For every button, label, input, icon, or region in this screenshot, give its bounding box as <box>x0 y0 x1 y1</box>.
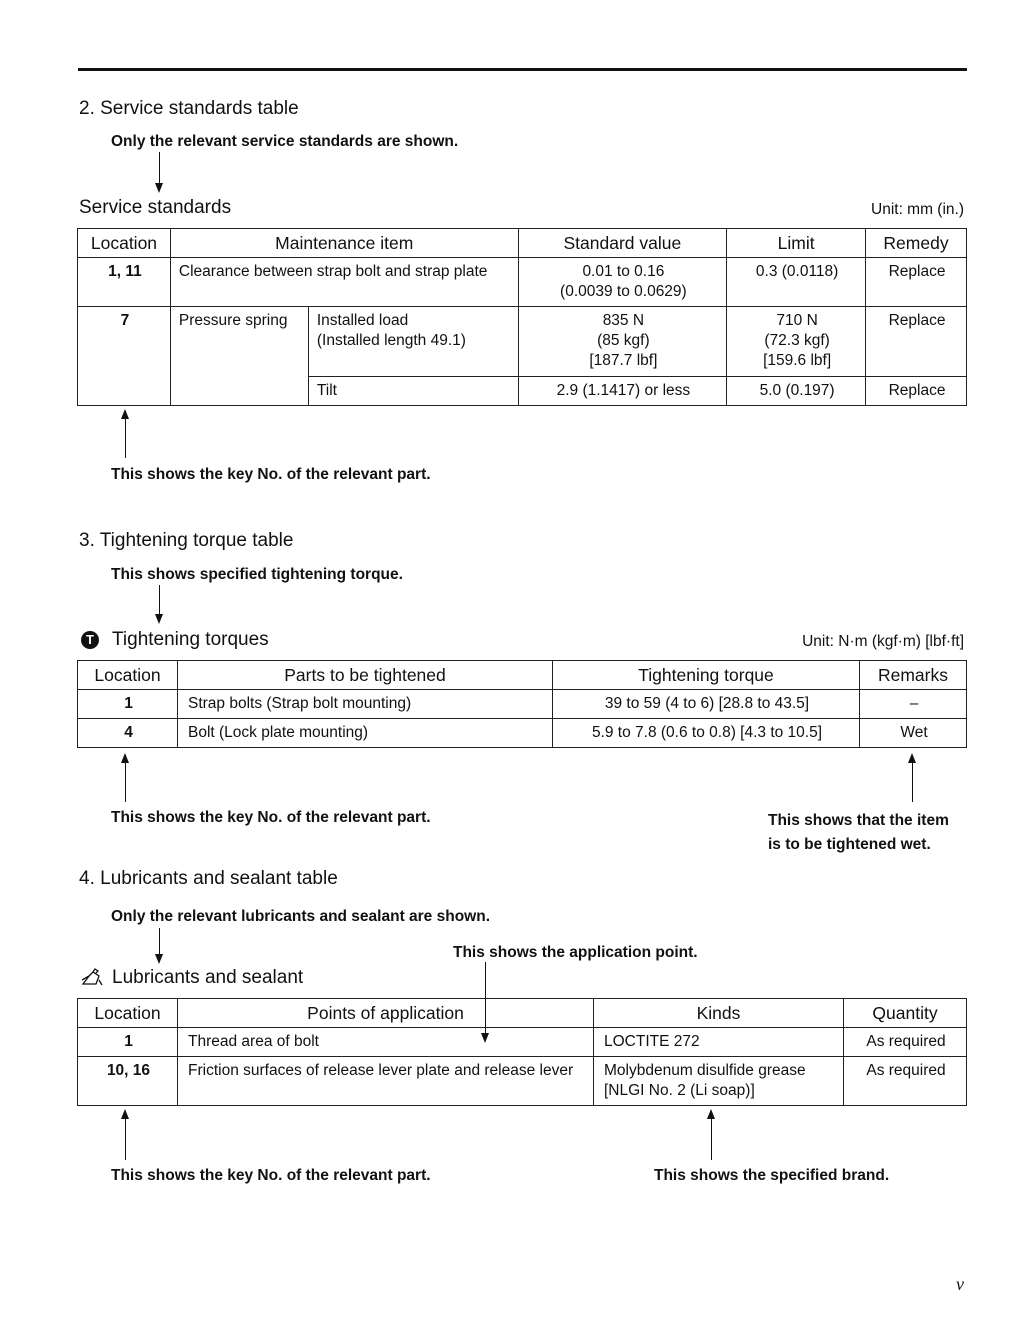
cell-location: 4 <box>78 719 178 748</box>
section-3-heading: 3. Tightening torque table <box>79 530 294 551</box>
cell-location: 7 <box>78 307 171 406</box>
col-header-location: Location <box>78 999 178 1028</box>
cell-limit <box>727 307 866 377</box>
subitem-line: Installed load <box>316 312 409 329</box>
section-2-heading: 2. Service standards table <box>79 98 299 119</box>
cell-subitem: Tilt <box>308 377 518 406</box>
lubricants-sealant-table <box>77 998 967 1106</box>
s4-note-top: Only the relevant lubricants and sealant are shown. <box>111 908 491 925</box>
col-header-remedy: Remedy <box>866 229 967 258</box>
s3-note-right-line: is to be tightened wet. <box>768 836 931 853</box>
kind-line: Molybdenum disulfide grease <box>604 1062 806 1079</box>
cell-remarks: Wet <box>860 719 967 748</box>
s3-note-left: This shows the key No. of the relevant part. <box>111 809 431 826</box>
s4-note-application: This shows the application point. <box>453 944 698 961</box>
cell-limit: 0.3 (0.0118) <box>727 258 866 307</box>
table-row <box>78 1028 967 1057</box>
s2-arrow-up-line <box>125 418 126 458</box>
cell-remedy: Replace <box>866 307 967 377</box>
cell-point: Thread area of bolt <box>178 1028 594 1057</box>
cell-point: Friction surfaces of release lever plate and release lever <box>178 1057 594 1106</box>
cell-part: Strap bolts (Strap bolt mounting) <box>178 690 553 719</box>
cell-standard: 2.9 (1.1417) or less <box>518 377 727 406</box>
s2-note-top: Only the relevant service standards are shown. <box>111 133 459 150</box>
s2-arrow-down-head <box>155 183 163 193</box>
table-row <box>78 1057 967 1106</box>
service-standards-table <box>77 228 967 406</box>
cell-quantity: As required <box>844 1057 967 1106</box>
cell-item: Pressure spring <box>170 307 308 406</box>
section-4-heading: 4. Lubricants and sealant table <box>79 868 338 889</box>
torque-t-icon <box>81 631 99 649</box>
cell-remedy: Replace <box>866 377 967 406</box>
col-header-parts: Parts to be tightened <box>178 661 553 690</box>
cell-remarks: – <box>860 690 967 719</box>
s3-arrow-down-head <box>155 614 163 624</box>
s4-arrow-up-line-left <box>125 1118 126 1160</box>
col-header-kinds: Kinds <box>594 999 844 1028</box>
cell-kind <box>594 1057 844 1106</box>
s2-table-title: Service standards <box>79 197 232 218</box>
col-header-torque: Tightening torque <box>553 661 860 690</box>
s4-note-right: This shows the specified brand. <box>654 1167 890 1184</box>
limit-line: (72.3 kgf) <box>764 332 830 349</box>
cell-location: 10, 16 <box>78 1057 178 1106</box>
col-header-quantity: Quantity <box>844 999 967 1028</box>
s3-arrow-up-line-left <box>125 762 126 802</box>
limit-line: [159.6 lbf] <box>763 352 832 369</box>
subitem-line: (Installed length 49.1) <box>316 332 466 349</box>
cell-location: 1 <box>78 1028 178 1057</box>
cell-item: Clearance between strap bolt and strap plate <box>170 258 518 307</box>
cell-torque: 39 to 59 (4 to 6) [28.8 to 43.5] <box>553 690 860 719</box>
cell-location: 1 <box>78 690 178 719</box>
tightening-torque-table <box>77 660 967 748</box>
cell-subitem <box>308 307 518 377</box>
page-number: v <box>956 1274 964 1294</box>
table-row <box>78 258 967 307</box>
limit-line: 710 N <box>776 312 818 329</box>
col-header-maintenance-item: Maintenance item <box>170 229 518 258</box>
s4-note-left: This shows the key No. of the relevant part. <box>111 1167 431 1184</box>
col-header-limit: Limit <box>727 229 866 258</box>
s4-arrow-down-line <box>159 928 160 956</box>
standard-line: (85 kgf) <box>597 332 650 349</box>
table-row <box>78 307 967 377</box>
col-header-location: Location <box>78 229 171 258</box>
standard-line: [187.7 lbf] <box>589 352 658 369</box>
cell-limit: 5.0 (0.197) <box>727 377 866 406</box>
s4-arrow-down-head <box>155 954 163 964</box>
table-row <box>78 719 967 748</box>
s3-arrow-down-line <box>159 585 160 617</box>
table-row <box>78 690 967 719</box>
col-header-points: Points of application <box>178 999 594 1028</box>
cell-torque: 5.9 to 7.8 (0.6 to 0.8) [4.3 to 10.5] <box>553 719 860 748</box>
standard-line: (0.0039 to 0.0629) <box>560 283 687 300</box>
oil-can-icon <box>80 967 104 989</box>
s2-arrow-down-line <box>159 152 160 186</box>
s3-note-right <box>768 809 949 857</box>
cell-quantity: As required <box>844 1028 967 1057</box>
cell-part: Bolt (Lock plate mounting) <box>178 719 553 748</box>
s2-unit: Unit: mm (in.) <box>871 201 964 218</box>
s3-table-title: Tightening torques <box>112 629 269 650</box>
s2-note-bottom: This shows the key No. of the relevant part. <box>111 466 431 483</box>
s3-arrow-up-line-right <box>912 762 913 802</box>
standard-line: 835 N <box>602 312 645 329</box>
standard-line: 0.01 to 0.16 <box>582 263 665 280</box>
s4-table-title: Lubricants and sealant <box>112 967 304 988</box>
cell-kind: LOCTITE 272 <box>594 1028 844 1057</box>
s3-note-top: This shows specified tightening torque. <box>111 566 403 583</box>
s4-arrow-up-line-right <box>711 1118 712 1160</box>
torque-icon-letter: T <box>81 631 99 649</box>
kind-line: [NLGI No. 2 (Li soap)] <box>604 1082 755 1099</box>
col-header-remarks: Remarks <box>860 661 967 690</box>
s3-note-right-line: This shows that the item <box>768 812 949 829</box>
cell-standard <box>518 258 727 307</box>
s3-unit: Unit: N·m (kgf·m) [lbf·ft] <box>802 633 964 650</box>
cell-standard <box>518 307 727 377</box>
cell-location: 1, 11 <box>78 258 171 307</box>
top-rule <box>78 68 967 71</box>
cell-remedy: Replace <box>866 258 967 307</box>
col-header-standard-value: Standard value <box>518 229 727 258</box>
col-header-location: Location <box>78 661 178 690</box>
